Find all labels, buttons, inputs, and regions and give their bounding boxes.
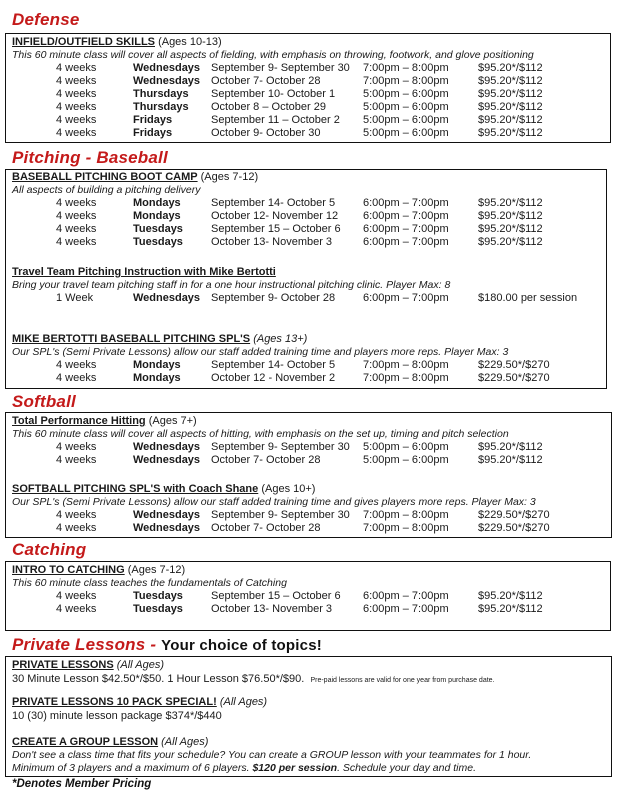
row-day: Wednesdays bbox=[133, 62, 201, 74]
schedule-row bbox=[12, 62, 606, 75]
class-infield-outfield bbox=[12, 36, 606, 140]
row-price: $95.20*/$112 bbox=[478, 454, 543, 466]
class-description: Our SPL's (Semi Private Lessons) allow our staff added training time and players more reps. Player Max: 3 bbox=[12, 346, 509, 358]
row-dates: September 9- October 28 bbox=[211, 292, 336, 304]
row-dates: October 13- November 3 bbox=[211, 603, 333, 615]
class-ages: (Ages 10+) bbox=[261, 483, 316, 495]
row-price: $95.20*/$112 bbox=[478, 603, 543, 615]
row-price: $229.50*/$270 bbox=[478, 372, 550, 384]
row-time: 6:00pm – 7:00pm bbox=[363, 236, 449, 248]
class-description: All aspects of building a pitching delivery bbox=[12, 184, 201, 196]
row-price: $95.20*/$112 bbox=[478, 210, 543, 222]
row-day: Wednesdays bbox=[133, 292, 201, 304]
row-dates: October 7- October 28 bbox=[211, 522, 321, 534]
row-price: $95.20*/$112 bbox=[478, 223, 543, 235]
row-day: Mondays bbox=[133, 210, 181, 222]
class-ages: (Ages 7-12) bbox=[200, 171, 259, 183]
row-time: 6:00pm – 7:00pm bbox=[363, 603, 449, 615]
class-total-performance-hitting bbox=[12, 415, 607, 467]
schedule-row bbox=[12, 75, 606, 88]
class-name: SOFTBALL PITCHING SPL'S with Coach Shane bbox=[12, 483, 259, 495]
row-dates: October 7- October 28 bbox=[211, 75, 321, 87]
section-title-catching: Catching bbox=[12, 540, 87, 559]
group-lesson-ages: (All Ages) bbox=[161, 736, 209, 748]
group-lesson-line2: Minimum of 3 players and a maximum of 6 players. $120 per session. Schedule your day and time. bbox=[12, 762, 476, 774]
class-ages: (Ages 7-12) bbox=[127, 564, 186, 576]
schedule-row bbox=[12, 127, 606, 140]
class-ages: (Ages 7+) bbox=[148, 415, 197, 427]
schedule-row bbox=[12, 292, 602, 305]
class-intro-to-catching bbox=[12, 564, 606, 616]
row-day: Tuesdays bbox=[133, 590, 183, 602]
row-duration: 4 weeks bbox=[56, 522, 97, 534]
row-duration: 4 weeks bbox=[56, 114, 97, 126]
ten-pack-name: PRIVATE LESSONS 10 PACK SPECIAL! bbox=[12, 696, 217, 708]
private-lessons-prices: 30 Minute Lesson $42.50*/$50. 1 Hour Lesson $76.50*/$90. bbox=[12, 673, 305, 685]
row-day: Wednesdays bbox=[133, 509, 201, 521]
row-price: $95.20*/$112 bbox=[478, 127, 543, 139]
row-price: $229.50*/$270 bbox=[478, 522, 550, 534]
row-time: 7:00pm – 8:00pm bbox=[363, 509, 449, 521]
row-day: Mondays bbox=[133, 359, 181, 371]
row-time: 6:00pm – 7:00pm bbox=[363, 590, 449, 602]
prepaid-note: Pre-paid lessons are valid for one year from purchase date. bbox=[310, 677, 495, 684]
row-dates: October 13- November 3 bbox=[211, 236, 333, 248]
section-title-defense: Defense bbox=[12, 10, 80, 29]
row-day: Tuesdays bbox=[133, 223, 183, 235]
row-dates: September 9- September 30 bbox=[211, 441, 350, 453]
ten-pack-block bbox=[12, 696, 607, 723]
row-duration: 4 weeks bbox=[56, 454, 97, 466]
section-title-private-lessons: Private Lessons - Your choice of topics! bbox=[12, 635, 322, 654]
row-day: Wednesdays bbox=[133, 522, 201, 534]
private-lessons-name: PRIVATE LESSONS bbox=[12, 659, 114, 671]
schedule-row bbox=[12, 372, 602, 385]
private-lessons-ages: (All Ages) bbox=[116, 659, 165, 671]
row-duration: 4 weeks bbox=[56, 236, 97, 248]
class-bertotti-spl bbox=[12, 333, 602, 385]
softball-box bbox=[5, 412, 612, 538]
row-price: $95.20*/$112 bbox=[478, 114, 543, 126]
row-dates: September 15 – October 6 bbox=[211, 590, 341, 602]
row-dates: September 14- October 5 bbox=[211, 197, 336, 209]
row-dates: September 14- October 5 bbox=[211, 359, 336, 371]
row-day: Tuesdays bbox=[133, 603, 183, 615]
row-price: $95.20*/$112 bbox=[478, 62, 543, 74]
row-duration: 4 weeks bbox=[56, 62, 97, 74]
class-description: Our SPL's (Semi Private Lessons) allow our staff added training time and gives players more reps. Player Max: 3 bbox=[12, 496, 536, 508]
row-time: 7:00pm – 8:00pm bbox=[363, 359, 449, 371]
row-day: Thursdays bbox=[133, 88, 189, 100]
row-time: 5:00pm – 6:00pm bbox=[363, 441, 449, 453]
schedule-row bbox=[12, 603, 606, 616]
row-day: Wednesdays bbox=[133, 441, 201, 453]
row-dates: September 9- September 30 bbox=[211, 62, 350, 74]
row-price: $95.20*/$112 bbox=[478, 75, 543, 87]
row-price: $95.20*/$112 bbox=[478, 236, 543, 248]
class-boot-camp bbox=[12, 171, 602, 249]
row-time: 6:00pm – 7:00pm bbox=[363, 210, 449, 222]
row-duration: 4 weeks bbox=[56, 223, 97, 235]
row-day: Tuesdays bbox=[133, 236, 183, 248]
class-description: Bring your travel team pitching staff in for a one hour instructional pitching clinic. Player Max: 8 bbox=[12, 279, 451, 291]
private-lessons-block bbox=[12, 659, 607, 686]
group-lesson-price: $120 per session bbox=[252, 762, 338, 774]
row-price: $95.20*/$112 bbox=[478, 590, 543, 602]
row-time: 5:00pm – 6:00pm bbox=[363, 101, 449, 113]
row-time: 5:00pm – 6:00pm bbox=[363, 88, 449, 100]
row-duration: 4 weeks bbox=[56, 127, 97, 139]
row-time: 5:00pm – 6:00pm bbox=[363, 114, 449, 126]
row-duration: 4 weeks bbox=[56, 359, 97, 371]
row-time: 5:00pm – 6:00pm bbox=[363, 454, 449, 466]
row-dates: September 11 – October 2 bbox=[211, 114, 340, 126]
row-duration: 1 Week bbox=[56, 292, 94, 304]
row-dates: October 12 - November 2 bbox=[211, 372, 336, 384]
row-duration: 4 weeks bbox=[56, 603, 97, 615]
row-time: 6:00pm – 7:00pm bbox=[363, 197, 449, 209]
catching-box bbox=[5, 561, 611, 631]
schedule-row bbox=[12, 590, 606, 603]
class-travel-team bbox=[12, 266, 602, 305]
row-dates: September 10- October 1 bbox=[211, 88, 336, 100]
row-price: $180.00 per session bbox=[478, 292, 578, 304]
section-subtitle: Your choice of topics! bbox=[161, 637, 322, 654]
row-price: $95.20*/$112 bbox=[478, 441, 543, 453]
row-dates: October 9- October 30 bbox=[211, 127, 321, 139]
class-name: Travel Team Pitching Instruction with Mike Bertotti bbox=[12, 266, 276, 278]
class-name: Total Performance Hitting bbox=[12, 415, 146, 427]
row-duration: 4 weeks bbox=[56, 210, 97, 222]
section-title-softball: Softball bbox=[12, 392, 76, 411]
row-time: 5:00pm – 6:00pm bbox=[363, 127, 449, 139]
pitching-box bbox=[5, 169, 607, 389]
row-time: 7:00pm – 8:00pm bbox=[363, 372, 449, 384]
schedule-row bbox=[12, 210, 602, 223]
ten-pack-ages: (All Ages) bbox=[219, 696, 268, 708]
group-lesson-name: CREATE A GROUP LESSON bbox=[12, 736, 159, 748]
schedule-row bbox=[12, 359, 602, 372]
class-description: This 60 minute class will cover all aspects of hitting, with emphasis on the set up, timing and pitch selection bbox=[12, 428, 509, 440]
ten-pack-text: 10 (30) minute lesson package $374*/$440 bbox=[12, 710, 222, 722]
section-title-pitching: Pitching - Baseball bbox=[12, 148, 168, 167]
row-duration: 4 weeks bbox=[56, 372, 97, 384]
row-day: Fridays bbox=[133, 114, 173, 126]
row-price: $229.50*/$270 bbox=[478, 509, 550, 521]
row-duration: 4 weeks bbox=[56, 88, 97, 100]
row-dates: September 9- September 30 bbox=[211, 509, 350, 521]
row-price: $95.20*/$112 bbox=[478, 88, 543, 100]
row-day: Wednesdays bbox=[133, 454, 201, 466]
row-duration: 4 weeks bbox=[56, 590, 97, 602]
row-time: 7:00pm – 8:00pm bbox=[363, 62, 449, 74]
row-time: 6:00pm – 7:00pm bbox=[363, 292, 449, 304]
row-day: Fridays bbox=[133, 127, 173, 139]
row-duration: 4 weeks bbox=[56, 197, 97, 209]
class-softball-pitching-spl bbox=[12, 483, 607, 535]
class-name: BASEBALL PITCHING BOOT CAMP bbox=[12, 171, 198, 183]
class-name: INTRO TO CATCHING bbox=[12, 564, 125, 576]
class-ages: (Ages 13+) bbox=[253, 333, 308, 345]
schedule-row bbox=[12, 101, 606, 114]
group-lesson-block bbox=[12, 736, 607, 775]
class-name: INFIELD/OUTFIELD SKILLS bbox=[12, 36, 155, 48]
class-name: MIKE BERTOTTI BASEBALL PITCHING SPL'S bbox=[12, 333, 251, 345]
row-time: 6:00pm – 7:00pm bbox=[363, 223, 449, 235]
row-dates: October 8 – October 29 bbox=[211, 101, 326, 113]
row-duration: 4 weeks bbox=[56, 75, 97, 87]
schedule-row bbox=[12, 509, 607, 522]
row-time: 7:00pm – 8:00pm bbox=[363, 522, 449, 534]
row-duration: 4 weeks bbox=[56, 441, 97, 453]
row-day: Thursdays bbox=[133, 101, 189, 113]
row-time: 7:00pm – 8:00pm bbox=[363, 75, 449, 87]
schedule-row bbox=[12, 223, 602, 236]
row-price: $95.20*/$112 bbox=[478, 101, 543, 113]
schedule-row bbox=[12, 197, 602, 210]
row-dates: October 7- October 28 bbox=[211, 454, 321, 466]
class-description: This 60 minute class teaches the fundamentals of Catching bbox=[12, 577, 287, 589]
schedule-row bbox=[12, 522, 607, 535]
defense-box bbox=[5, 33, 611, 143]
row-dates: October 12- November 12 bbox=[211, 210, 339, 222]
group-lesson-line1: Don't see a class time that fits your schedule? You can create a GROUP lesson with your teammates for 1 hour. bbox=[12, 749, 532, 761]
row-day: Wednesdays bbox=[133, 75, 201, 87]
member-pricing-footnote: *Denotes Member Pricing bbox=[12, 778, 152, 790]
row-day: Mondays bbox=[133, 197, 181, 209]
row-day: Mondays bbox=[133, 372, 181, 384]
class-ages: (Ages 10-13) bbox=[158, 36, 222, 48]
schedule-row bbox=[12, 88, 606, 101]
row-duration: 4 weeks bbox=[56, 101, 97, 113]
row-price: $95.20*/$112 bbox=[478, 197, 543, 209]
private-lessons-box bbox=[5, 656, 612, 777]
row-duration: 4 weeks bbox=[56, 509, 97, 521]
schedule-row bbox=[12, 454, 607, 467]
class-description: This 60 minute class will cover all aspects of fielding, with emphasis on throwing, footwork, and glove positioning bbox=[12, 49, 534, 61]
schedule-row bbox=[12, 441, 607, 454]
schedule-row bbox=[12, 236, 602, 249]
schedule-row bbox=[12, 114, 606, 127]
row-price: $229.50*/$270 bbox=[478, 359, 550, 371]
row-dates: September 15 – October 6 bbox=[211, 223, 341, 235]
